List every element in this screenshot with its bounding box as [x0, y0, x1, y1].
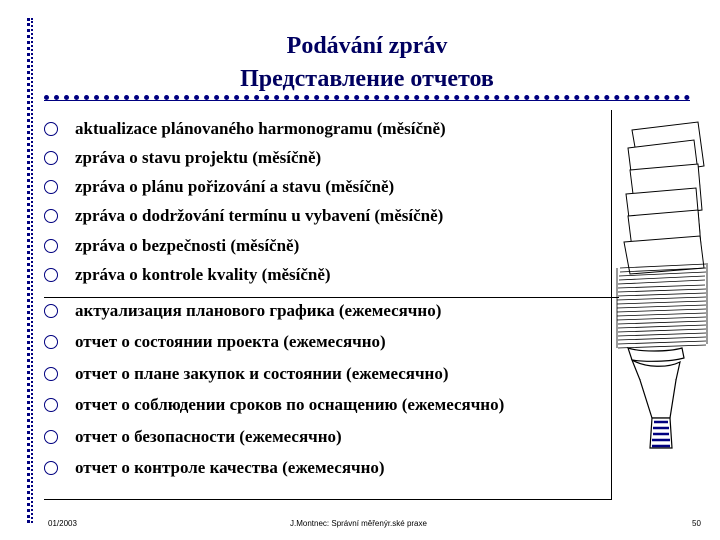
left-dotted-border	[27, 18, 33, 523]
hollow-circle-bullet-icon	[44, 398, 58, 412]
list-item-text: актуализация планового графика (ежемесячно)	[75, 301, 442, 320]
hollow-circle-bullet-icon	[44, 461, 58, 475]
list-item-text: zpráva o dodržování termínu u vybavení (měsíčně)	[75, 206, 444, 225]
footer-page-number: 50	[692, 519, 701, 528]
list-item	[44, 118, 446, 140]
slide-title	[44, 30, 690, 96]
hollow-circle-bullet-icon	[44, 180, 58, 194]
hollow-circle-bullet-icon	[44, 122, 58, 136]
list-item-text: zpráva o stavu projektu (měsíčně)	[75, 148, 322, 167]
list-item	[44, 426, 342, 448]
list-item-text: отчет о безопасности (ежемесячно)	[75, 427, 342, 446]
list-item	[44, 363, 449, 385]
list-item	[44, 331, 386, 353]
list-item-text: zpráva o kontrole kvality (měsíčně)	[75, 265, 331, 284]
title-czech: Podávání zpráv	[286, 33, 448, 59]
hollow-circle-bullet-icon	[44, 209, 58, 223]
list-item-text: отчет о контроле качества (ежемесячно)	[75, 458, 385, 477]
hollow-circle-bullet-icon	[44, 268, 58, 282]
hollow-circle-bullet-icon	[44, 335, 58, 349]
list-item	[44, 457, 385, 479]
list-item	[44, 235, 299, 257]
list-item	[44, 300, 441, 322]
hollow-circle-bullet-icon	[44, 239, 58, 253]
list-item-text: отчет о соблюдении сроков по оснащению (ежемесячно)	[75, 395, 505, 414]
list-item	[44, 394, 504, 416]
list-item-text: aktualizace plánovaného harmonogramu (měsíčně)	[75, 119, 446, 138]
hollow-circle-bullet-icon	[44, 367, 58, 381]
hollow-circle-bullet-icon	[44, 430, 58, 444]
hollow-circle-bullet-icon	[44, 304, 58, 318]
list-item	[44, 264, 331, 286]
list-item	[44, 176, 394, 198]
footer-center: J.Montnec: Správní měřenýr.ské praxe	[290, 519, 427, 528]
language-divider	[44, 297, 619, 298]
list-item-text: отчет о плане закупок и состоянии (ежемесячно)	[75, 364, 449, 383]
footer-date: 01/2003	[48, 519, 77, 528]
title-rule-solid	[44, 100, 690, 101]
paper-stack-hand-icon	[610, 118, 710, 488]
title-russian: Представление отчетов	[240, 66, 494, 92]
hollow-circle-bullet-icon	[44, 151, 58, 165]
list-item	[44, 147, 321, 169]
list-item	[44, 205, 443, 227]
list-item-text: zpráva o plánu pořizování a stavu (měsíčně)	[75, 177, 395, 196]
list-item-text: отчет о состоянии проекта (ежемесячно)	[75, 332, 386, 351]
list-item-text: zpráva o bezpečnosti (měsíčně)	[75, 236, 300, 255]
